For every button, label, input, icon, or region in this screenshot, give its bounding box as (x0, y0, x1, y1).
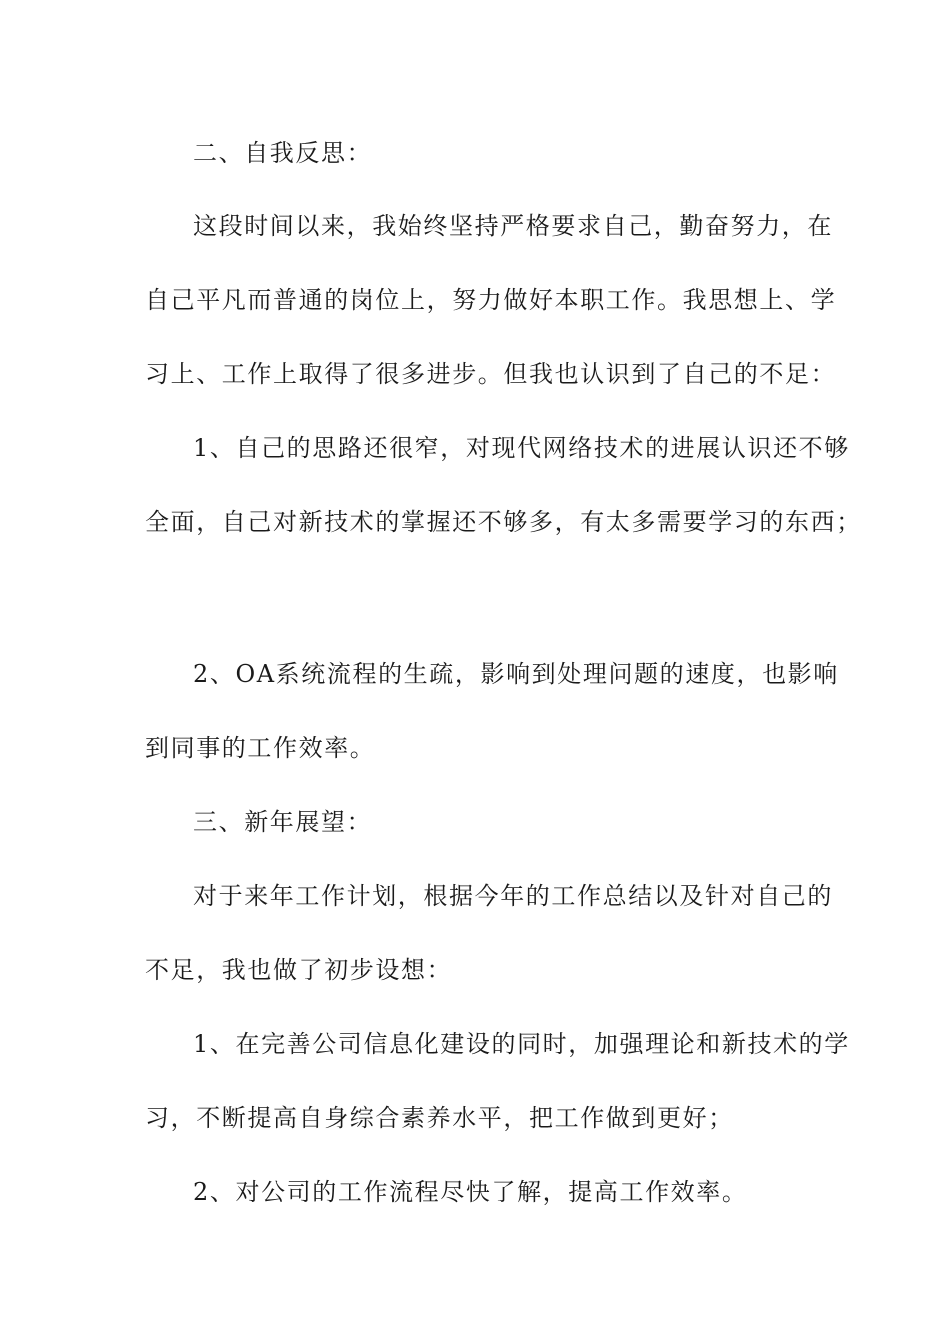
paragraph-line: 这段时间以来，我始终坚持严格要求自己，勤奋努力，在 (193, 212, 833, 240)
paragraph-line: 不足，我也做了初步设想： (145, 956, 453, 984)
paragraph-line: 习上、工作上取得了很多进步。但我也认识到了自己的不足： (145, 360, 837, 388)
paragraph-line: 自己平凡而普通的岗位上，努力做好本职工作。我思想上、学 (145, 286, 837, 314)
list-item-line: 到同事的工作效率。 (145, 734, 376, 762)
section-heading-self-reflection: 二、自我反思： (193, 139, 373, 167)
paragraph-line: 对于来年工作计划，根据今年的工作总结以及针对自己的 (193, 882, 833, 910)
list-item-line: 1、在完善公司信息化建设的同时，加强理论和新技术的学 (193, 1030, 850, 1058)
list-item-line: 1、自己的思路还很窄，对现代网络技术的进展认识还不够 (193, 434, 850, 462)
list-item-line: 全面，自己对新技术的掌握还不够多，有太多需要学习的东西； (145, 508, 862, 536)
list-item-line: 习，不断提高自身综合素养水平，把工作做到更好； (145, 1104, 734, 1132)
list-item-line: 2、OA系统流程的生疏，影响到处理问题的速度，也影响 (193, 660, 839, 688)
section-heading-new-year-outlook: 三、新年展望： (193, 808, 373, 836)
list-item-line: 2、对公司的工作流程尽快了解，提高工作效率。 (193, 1178, 748, 1206)
